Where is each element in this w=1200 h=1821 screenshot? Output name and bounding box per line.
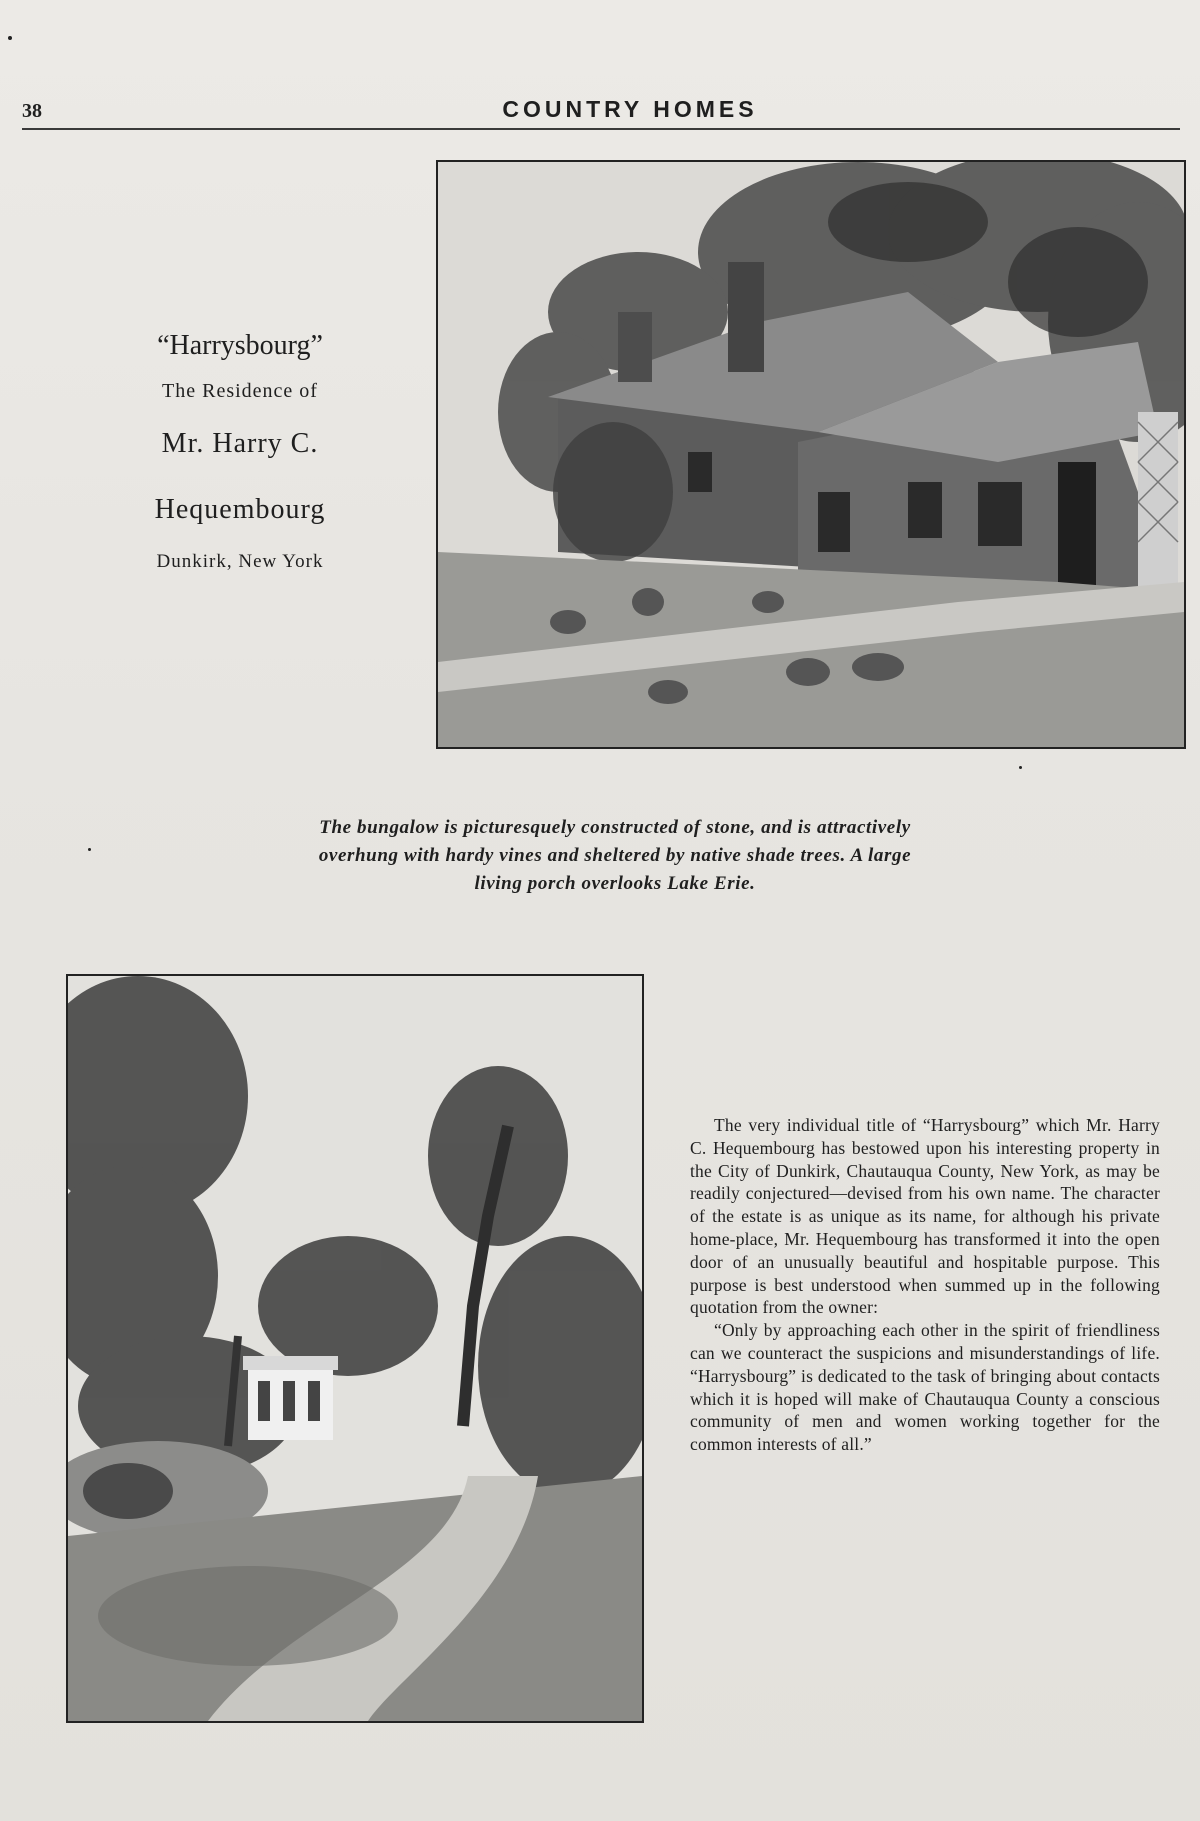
bungalow-photo: [436, 160, 1186, 749]
garden-photo: [66, 974, 644, 1723]
residence-title-block: [90, 330, 390, 573]
estate-name: “Harrysbourg”: [157, 330, 323, 361]
ink-speck: [1019, 766, 1022, 769]
ink-speck: [8, 36, 12, 40]
bungalow-illustration: [438, 162, 1184, 747]
caption-line: living porch overlooks Lake Erie.: [474, 873, 756, 894]
location: Dunkirk, New York: [156, 551, 324, 572]
running-title: COUNTRY HOMES: [502, 96, 758, 122]
page-number: 38: [22, 100, 42, 122]
owner-name-line1: Mr. Harry C.: [161, 428, 319, 459]
caption-line: overhung with hardy vines and sheltered by native shade trees. A large: [318, 845, 912, 866]
article-paragraph: “Only by approaching each other in the spirit of friendliness can we counteract the suspicions and misunderstandings of life. “Harrysbourg” is dedicated to the task of bringing about contacts which it is hoped will make of Chautauqua County a conscious community of men and women working together for the common interests of all.”: [690, 1320, 1160, 1455]
owner-name-line2: Hequembourg: [154, 494, 326, 525]
header-rule: [22, 128, 1180, 130]
article-body: [690, 1114, 1160, 1456]
residence-subtitle: The Residence of: [162, 380, 318, 402]
article-paragraph: The very individual title of “Harrysbourg” which Mr. Harry C. Hequembourg has bestowed upon his interesting property in the City of Dunkirk, Chautauqua County, New York, as may be readily conjectured—devised from his own name. The character of the estate is as unique as its name, for although his private home-place, Mr. Hequembourg has transformed it into the open door of an unusually beautiful and hospitable purpose. This purpose is best understood when summed up in the following quotation from the owner:: [690, 1115, 1160, 1318]
garden-illustration: [68, 976, 642, 1721]
photo-caption: [220, 814, 1010, 898]
ink-speck: [88, 848, 91, 851]
caption-line: The bungalow is picturesquely constructed of stone, and is attractively: [319, 817, 911, 838]
